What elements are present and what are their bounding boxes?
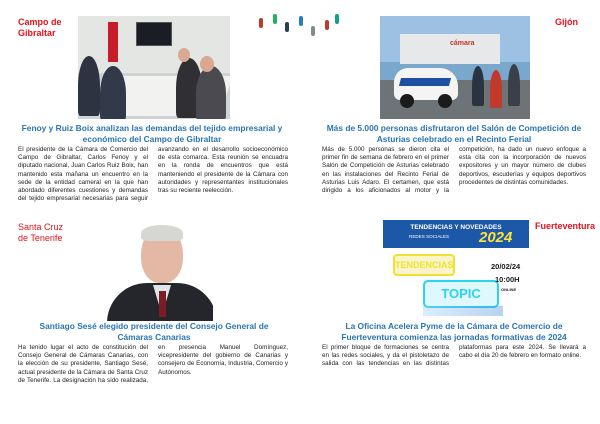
region-label-fuerteventura: Fuerteventura (535, 221, 596, 231)
region-label-campo-gibraltar: Campo de Gibraltar (18, 17, 62, 38)
photo-banner-text: cámara (450, 40, 475, 47)
article-body-gijon: Más de 5.000 personas se dieron cita el primer fin de semana de febrero en el primer Salón de Competición de Asturias celebrado en las instalaciones del Recinto Ferial de Asturias Luis Adaro. El certamen, que está dirigido a los aficionados al motor y la competición, ha dado un nuevo enfoque a esta cita con la incorporación de nuevos expositores y un mayor número de clubes deportivos, escuderías y equipos deportivos procedentes de distintas comunidades. (322, 146, 586, 195)
flyer-time: 10:00H (495, 275, 520, 284)
article-body-fuerteventura: El primer bloque de formaciones se centra en las redes sociales, y da el pistoletazo de salida con las tendencias en las distintas plataformas para este 2024. Se llevará a cabo el día 20 de febrero en formato online. (322, 344, 586, 368)
article-body-santa-cruz: Ha tenido lugar el acto de constitución del Consejo General de Cámaras Canarias, con la elección de su presidente, Santiago Sesé, actual presidente de la Cámara de Santa Cruz de Tenerife. La designación ha sido realizada, en presencia Manuel Domínguez, vicepresidente del gobierno de Canarias y consejero de Economía, Industria, Comercio y Autónomos. (18, 344, 288, 384)
headline-fenoy-ruiz-boix[interactable]: Fenoy y Ruiz Boix analizan las demandas del tejido empresarial y económico del Campo de Gibraltar (21, 123, 283, 144)
portrait-photo (97, 221, 213, 321)
flyer-badge-tendencias: TENDENCIAS (393, 254, 455, 276)
region-label-gijon: Gijón (555, 17, 578, 27)
flyer-badge-topic: TOPIC (423, 280, 499, 308)
region-label-santa-cruz: Santa Cruz de Tenerife (18, 222, 64, 243)
headline-santiago-sese[interactable]: Santiago Sesé elegido presidente del Consejo General de Cámaras Canarias (39, 321, 269, 342)
flyer-format: ONLINE (501, 287, 517, 292)
article-body-campo-gibraltar: El presidente de la Cámara de Comercio del Campo de Gibraltar, Carlos Fenoy y el diputado nacional, Juan Carlos Ruiz Boix, han mantenido esta mañana un encuentro en la sede de la entidad cameral en la que han abordado diferentes cuestiones y demandas del tejido empresarial necesarias para seguir avanzando en el desarrollo socioeconómico de esta comarca. Esta reunión se encuadra en la ronda de encuentros que está manteniendo el presidente de la Cámara con autoridades y representantes institucionales tras su reciente reelección. (18, 146, 288, 203)
headline-acelera-pyme[interactable]: La Oficina Acelera Pyme de la Cámara de Comercio de Fuerteventura comienza las jornadas formativas de 2024 (341, 321, 567, 342)
meeting-photo (78, 16, 230, 119)
flyer-year: 2024 (479, 229, 513, 246)
headline-salon-competicion[interactable]: Más de 5.000 personas disfrutaron del Salón de Competición de Asturias celebrado en el Recinto Ferial (326, 123, 582, 144)
decorative-figures (255, 12, 345, 42)
rally-car-photo (380, 16, 530, 119)
training-flyer (383, 220, 529, 318)
flyer-title: TENDENCIAS Y NOVEDADES (410, 224, 502, 231)
flyer-subtitle: REDES SOCIALES (409, 234, 450, 239)
flyer-date: 20/02/24 (491, 262, 521, 271)
